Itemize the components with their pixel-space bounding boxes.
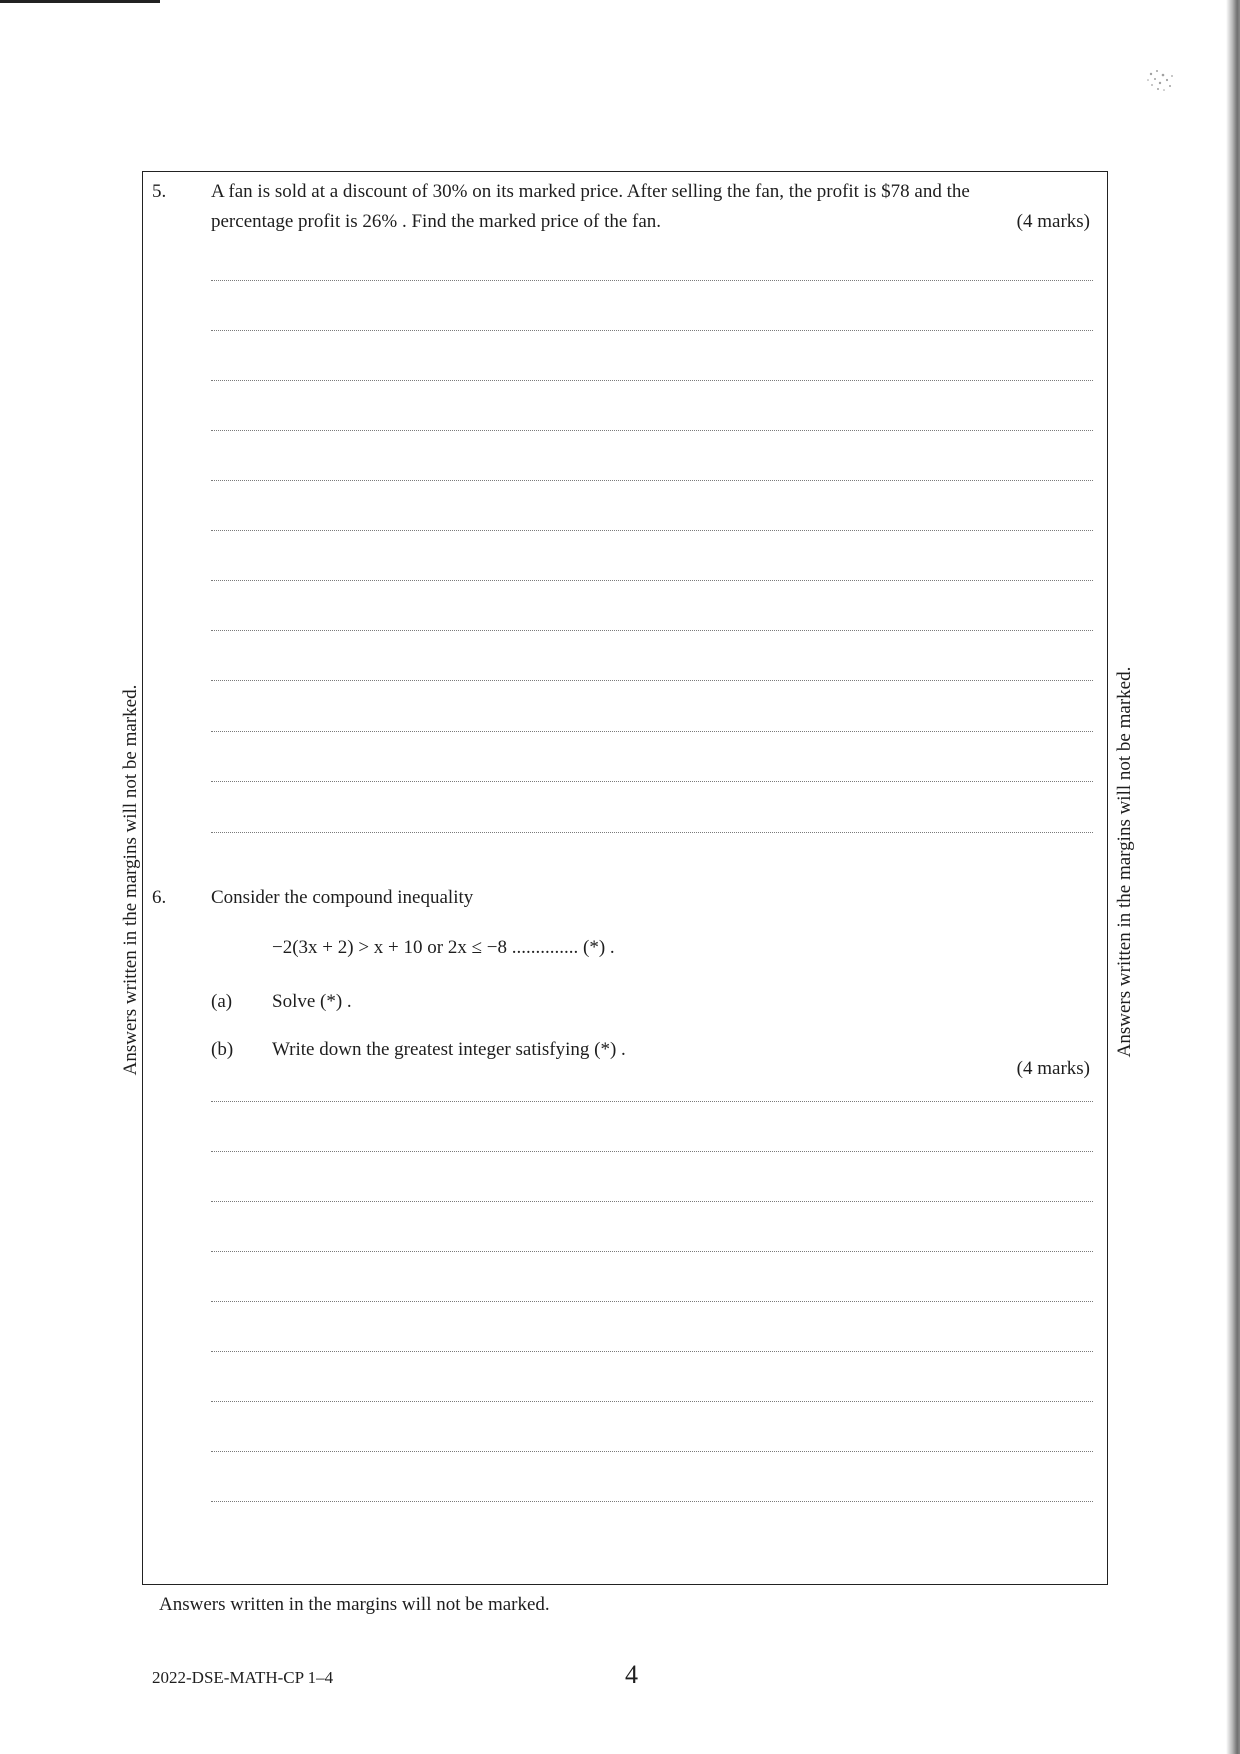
q5-text-line1: A fan is sold at a discount of 30% on its marked price. After selling the fan, the profit is $78 and the xyxy=(211,181,970,202)
answer-line xyxy=(211,1251,1093,1252)
answer-line xyxy=(211,1301,1093,1302)
answer-line xyxy=(211,1401,1093,1402)
answer-line xyxy=(211,1501,1093,1502)
q6-part-a-text: Solve (*) . xyxy=(272,991,352,1012)
q6-marks: (4 marks) xyxy=(1016,1058,1090,1079)
answer-line xyxy=(211,1101,1093,1102)
q5-marks: (4 marks) xyxy=(1016,211,1090,232)
q6-part-b-label: (b) xyxy=(211,1039,234,1060)
q6-intro: Consider the compound inequality xyxy=(211,887,474,908)
answer-line xyxy=(211,330,1093,331)
right-margin-note: Answers written in the margins will not be marked. xyxy=(1114,666,1135,1058)
paper-code: 2022-DSE-MATH-CP 1–4 xyxy=(152,1668,334,1687)
answer-line xyxy=(211,781,1093,782)
bottom-margin-note: Answers written in the margins will not be marked. xyxy=(159,1594,550,1615)
page-number: 4 xyxy=(625,1660,638,1689)
answer-line xyxy=(211,580,1093,581)
answer-line xyxy=(211,530,1093,531)
answer-line xyxy=(211,832,1093,833)
left-margin-note: Answers written in the margins will not be marked. xyxy=(120,684,141,1076)
answer-line xyxy=(211,1451,1093,1452)
answer-line xyxy=(211,1351,1093,1352)
answer-line xyxy=(211,1151,1093,1152)
q5-text-line2: percentage profit is 26% . Find the marked price of the fan. xyxy=(211,211,662,232)
q5-number: 5. xyxy=(152,181,167,202)
q6-number: 6. xyxy=(152,887,167,908)
answer-line xyxy=(211,430,1093,431)
answer-line xyxy=(211,380,1093,381)
scan-edge-shadow xyxy=(1226,0,1240,1754)
q6-part-a-label: (a) xyxy=(211,991,233,1012)
answer-line xyxy=(211,680,1093,681)
scan-speckle xyxy=(1143,66,1177,96)
q6-inequality: −2(3x + 2) > x + 10 or 2x ≤ −8 .............. (*) . xyxy=(272,937,615,958)
answer-line xyxy=(211,1201,1093,1202)
answer-line xyxy=(211,280,1093,281)
answer-box xyxy=(142,171,1108,1585)
answer-line xyxy=(211,731,1093,732)
scan-edge-mark xyxy=(0,0,160,3)
answer-line xyxy=(211,630,1093,631)
q6-part-b-text: Write down the greatest integer satisfying (*) . xyxy=(272,1039,626,1060)
answer-line xyxy=(211,480,1093,481)
